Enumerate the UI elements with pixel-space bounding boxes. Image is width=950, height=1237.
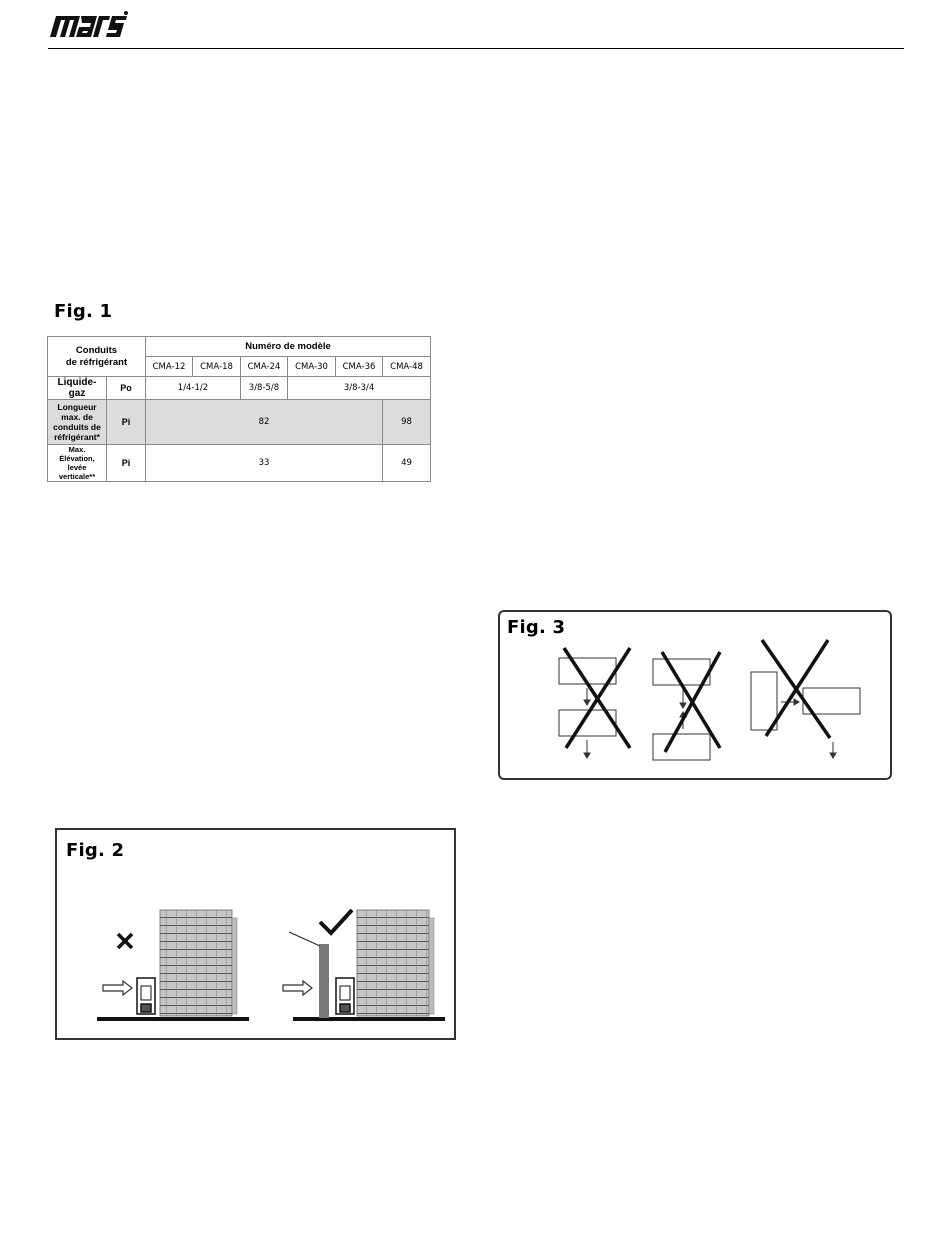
fig2-outdoor-unit-right <box>336 978 354 1014</box>
row-label-max-elevation: Max. Élévation, levée verticale** <box>48 445 107 482</box>
model-cma-12: CMA-12 <box>146 357 193 377</box>
x-mark-icon <box>118 934 132 948</box>
row-unit-pi-elevation: Pi <box>107 445 146 482</box>
value-size-12-18: 1/4-1/2 <box>146 377 241 400</box>
fig3-title: Fig. 3 <box>507 617 566 638</box>
model-cma-48: CMA-48 <box>383 357 431 377</box>
fig2-wrong-scene <box>97 910 249 1019</box>
fig2-title: Fig. 2 <box>66 840 125 861</box>
value-size-30-48: 3/8-3/4 <box>288 377 431 400</box>
fig2-illustration <box>57 830 454 1038</box>
logo-text: mars <box>48 10 51 11</box>
row-unit-po: Po <box>107 377 146 400</box>
row-label-longueur-max: Longueur max. de conduits de réfrigérant* <box>48 400 107 445</box>
fig2-box <box>55 828 456 1040</box>
header-model-number: Numéro de modèle <box>146 337 431 357</box>
value-length-48: 98 <box>383 400 431 445</box>
fig3-facing-units-wrong <box>653 659 710 760</box>
fig3-illustration <box>500 612 890 778</box>
model-cma-18: CMA-18 <box>193 357 241 377</box>
model-cma-24: CMA-24 <box>241 357 288 377</box>
value-size-24: 3/8-5/8 <box>241 377 288 400</box>
fig2-airflow-arrow-left <box>103 981 132 995</box>
fig2-outdoor-unit-left <box>137 978 155 1014</box>
value-length-12-36: 82 <box>146 400 383 445</box>
mars-logo <box>48 10 130 40</box>
checkmark-icon <box>320 910 352 933</box>
fig2-correct-scene <box>283 910 445 1019</box>
row-label-liquide-gaz: Liquide-gaz <box>48 377 107 400</box>
value-elevation-12-36: 33 <box>146 445 383 482</box>
header-conduits: Conduits de réfrigérant <box>48 337 146 377</box>
fig3-side-units-wrong <box>751 672 860 758</box>
refrigerant-spec-table <box>47 336 431 482</box>
model-cma-30: CMA-30 <box>288 357 336 377</box>
fig2-airflow-arrow-right <box>283 981 312 995</box>
header-rule <box>48 48 904 49</box>
value-elevation-48: 49 <box>383 445 431 482</box>
model-cma-36: CMA-36 <box>336 357 383 377</box>
fig2-building-right <box>357 910 429 1016</box>
fig1-title: Fig. 1 <box>54 301 113 322</box>
fig3-box <box>498 610 892 780</box>
fig2-building-left <box>160 910 232 1016</box>
fig2-wind-barrier <box>319 944 329 1018</box>
row-unit-pi-length: Pi <box>107 400 146 445</box>
